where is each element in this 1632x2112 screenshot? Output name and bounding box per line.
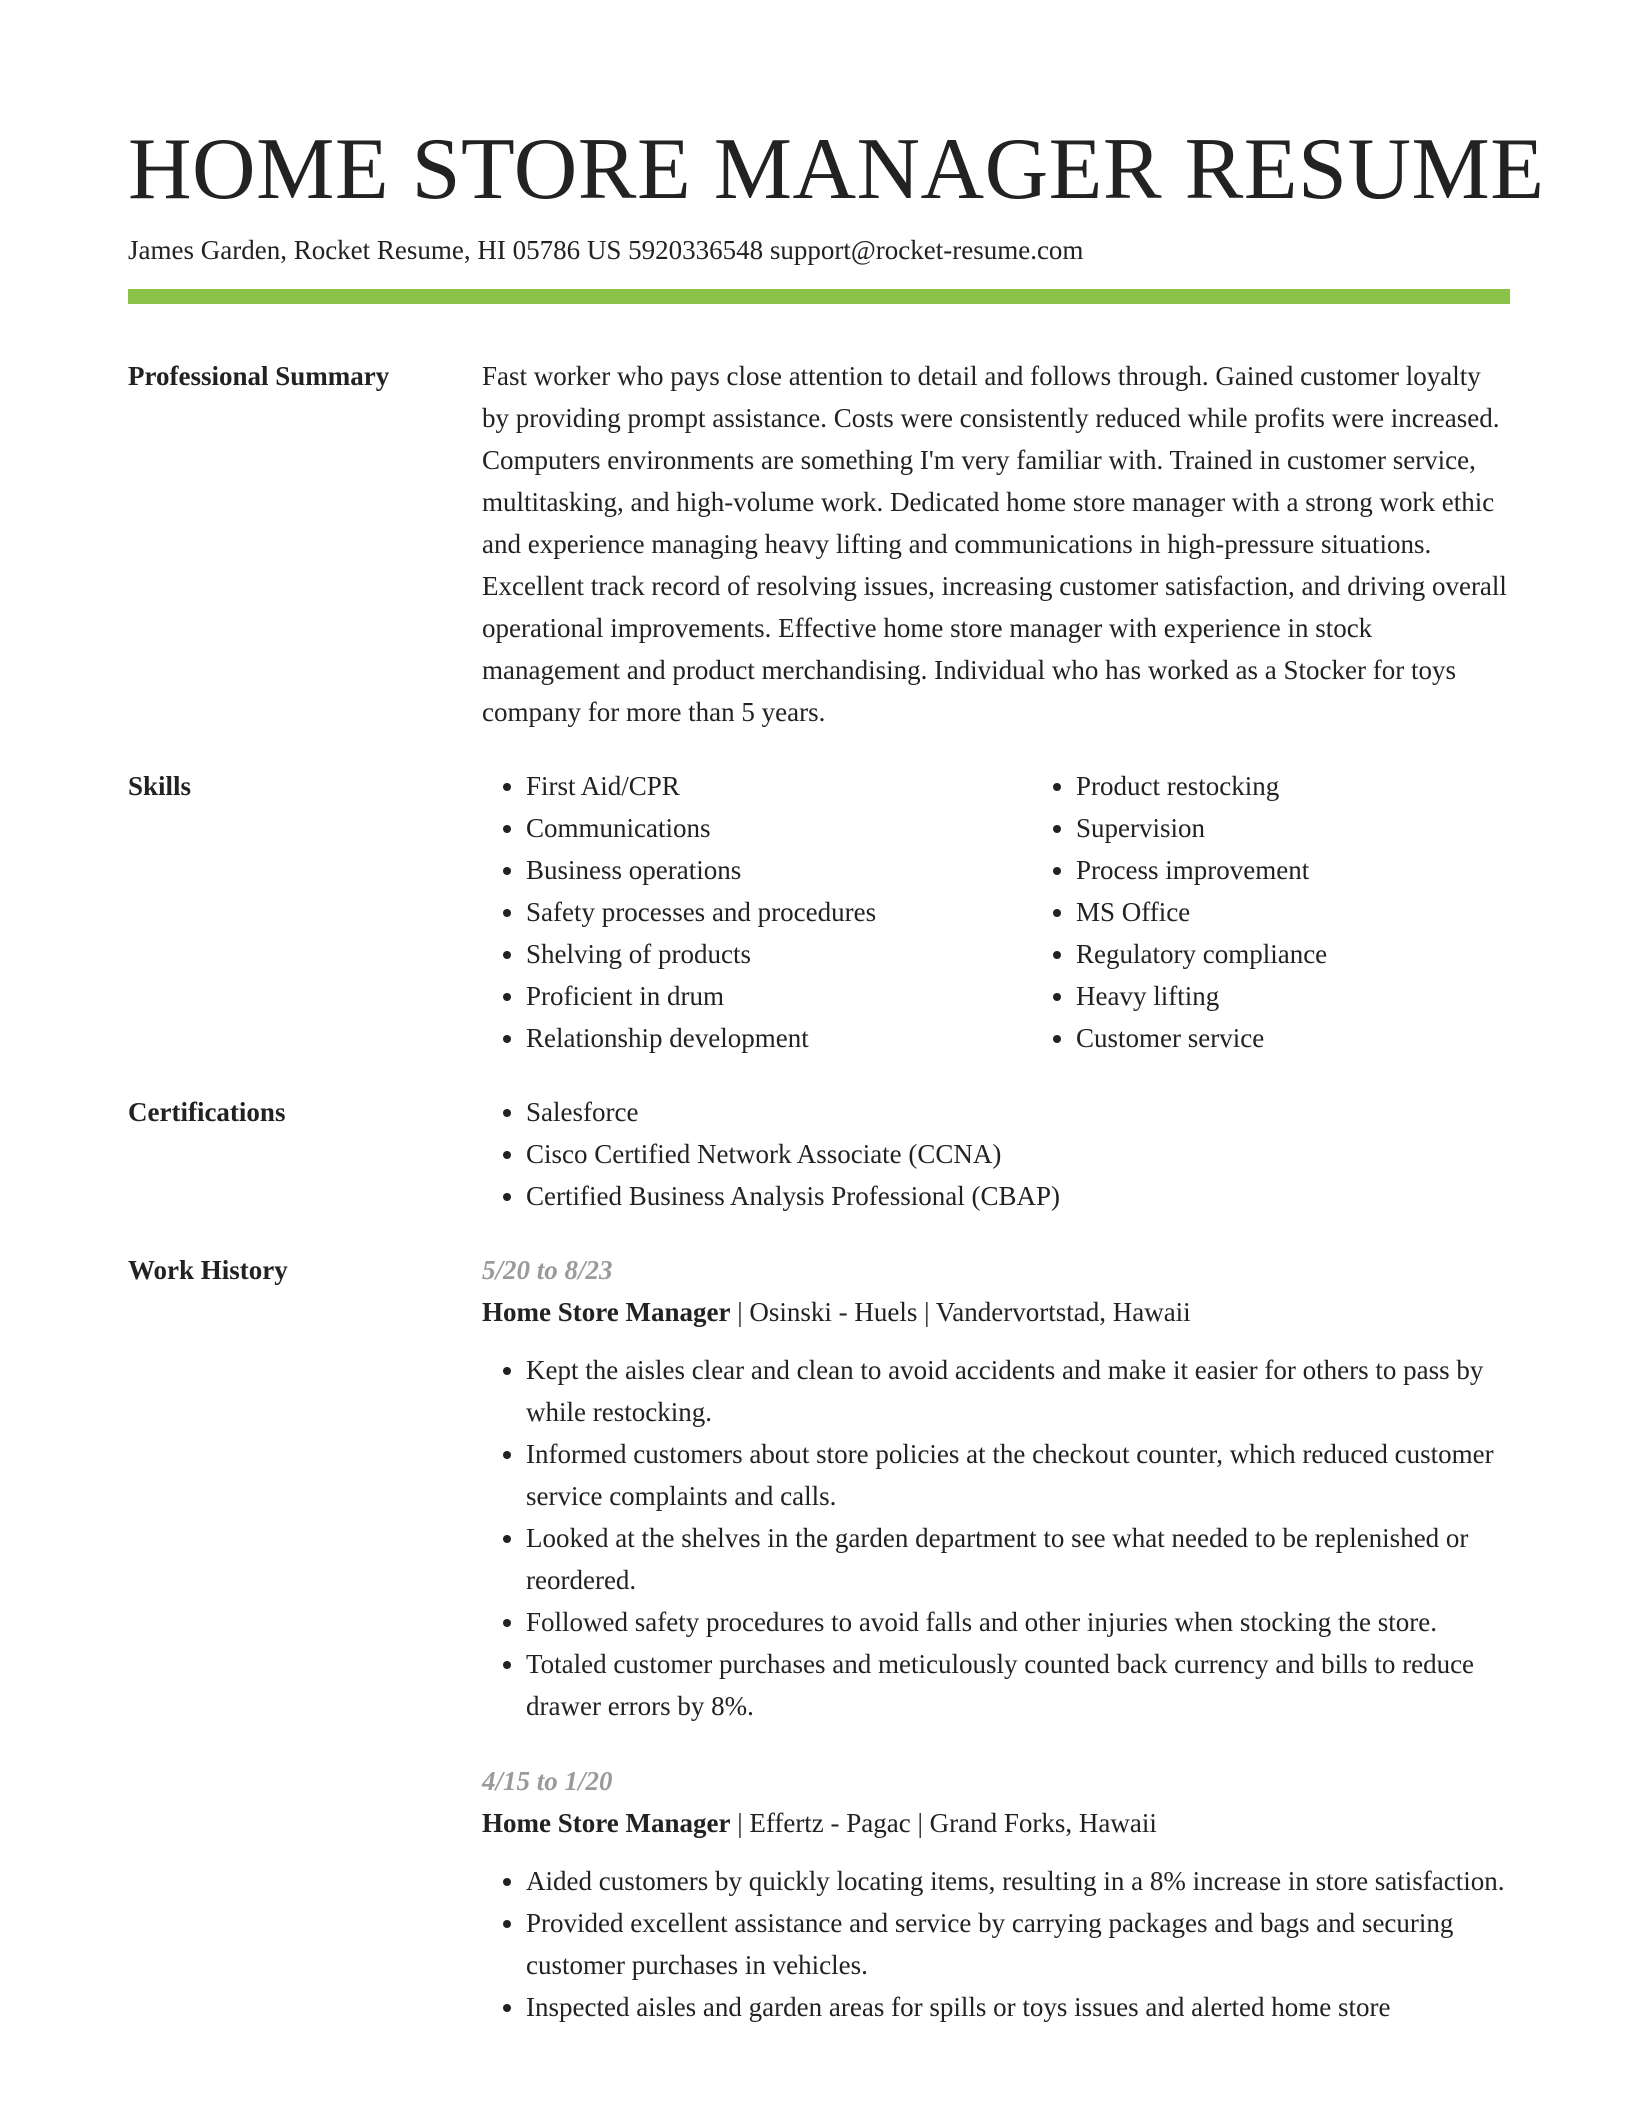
skills-section	[128, 765, 1510, 1059]
job-duties-list	[482, 1860, 1510, 2028]
skill-item: • Process improvement	[1076, 849, 1510, 891]
summary-section	[128, 355, 1510, 733]
summary-label: Professional Summary	[128, 361, 390, 391]
job-title: Home Store Manager	[482, 1297, 731, 1327]
work-history-section	[128, 1249, 1510, 2028]
job-dates: 5/20 to 8/23	[482, 1255, 613, 1285]
job-heading	[482, 1802, 1510, 1844]
skill-item: • Proficient in drum	[526, 975, 1032, 1017]
skill-item: • Heavy lifting	[1076, 975, 1510, 1017]
job-entry	[482, 1760, 1510, 2028]
job-duty: • Provided excellent assistance and service by carrying packages and bags and securing customer purchases in vehicles.	[526, 1902, 1510, 1986]
skill-item: • Shelving of products	[526, 933, 1032, 975]
job-duties-list	[482, 1349, 1510, 1727]
job-duty: • Totaled customer purchases and meticulously counted back currency and bills to reduce drawer errors by 8%.	[526, 1643, 1510, 1727]
skill-item: • Supervision	[1076, 807, 1510, 849]
job-duty: • Looked at the shelves in the garden department to see what needed to be replenished or reordered.	[526, 1517, 1510, 1601]
job-entry	[482, 1249, 1510, 1727]
skill-item: • MS Office	[1076, 891, 1510, 933]
skill-item: • Business operations	[526, 849, 1032, 891]
skill-item: • Customer service	[1076, 1017, 1510, 1059]
certification-item: • Certified Business Analysis Professional (CBAP)	[526, 1175, 1510, 1217]
skills-list-left	[482, 765, 1032, 1059]
job-employer-location: | Effertz - Pagac | Grand Forks, Hawaii	[730, 1808, 1157, 1838]
skill-item: • First Aid/CPR	[526, 765, 1032, 807]
skills-label: Skills	[128, 771, 192, 801]
job-duty: • Inspected aisles and garden areas for spills or toys issues and alerted home store	[526, 1986, 1510, 2028]
work-history-body	[482, 1249, 1510, 2028]
job-title: Home Store Manager	[482, 1808, 731, 1838]
certification-item: • Salesforce	[526, 1091, 1510, 1133]
job-dates: 4/15 to 1/20	[482, 1766, 613, 1796]
certification-item: • Cisco Certified Network Associate (CCNA)	[526, 1133, 1510, 1175]
job-duty: • Aided customers by quickly locating items, resulting in a 8% increase in store satisfaction.	[526, 1860, 1510, 1902]
resume-title: HOME STORE MANAGER RESUME	[128, 121, 1545, 218]
certifications-body	[482, 1091, 1510, 1217]
job-heading	[482, 1291, 1510, 1333]
work-history-label: Work History	[128, 1255, 288, 1285]
skill-item: • Product restocking	[1076, 765, 1510, 807]
skill-item: • Relationship development	[526, 1017, 1032, 1059]
certifications-section	[128, 1091, 1510, 1217]
job-duty: • Kept the aisles clear and clean to avoid accidents and make it easier for others to pass by while restocking.	[526, 1349, 1510, 1433]
job-duty: • Informed customers about store policies at the checkout counter, which reduced customer service complaints and calls.	[526, 1433, 1510, 1517]
job-duty: • Followed safety procedures to avoid falls and other injuries when stocking the store.	[526, 1601, 1510, 1643]
summary-text: Fast worker who pays close attention to detail and follows through. Gained customer loyalty by providing prompt assistance. Costs were consistently reduced while profits were increased. Computers environments are something I'm very familiar with. Trained in customer service, multitasking, and high-volume work. Dedicated home store manager with a strong work ethic and experience managing heavy lifting and communications in high-pressure situations. Excellent track record of resolving issues, increasing customer satisfaction, and driving overall operational improvements. Effective home store manager with experience in stock management and product merchandising. Individual who has worked as a Stocker for toys company for more than 5 years.	[482, 361, 1507, 727]
resume-page	[128, 118, 1545, 2028]
contact-info: James Garden, Rocket Resume, HI 05786 US 5920336548 support@rocket-resume.com	[128, 235, 1084, 265]
skill-item: • Communications	[526, 807, 1032, 849]
skills-columns	[482, 765, 1510, 1059]
skill-item: • Safety processes and procedures	[526, 891, 1032, 933]
skill-item: • Regulatory compliance	[1076, 933, 1510, 975]
job-employer-location: | Osinski - Huels | Vandervortstad, Hawaii	[730, 1297, 1191, 1327]
skills-list-right	[1032, 765, 1510, 1059]
certifications-label: Certifications	[128, 1097, 286, 1127]
accent-divider	[128, 289, 1510, 304]
certifications-list	[482, 1091, 1510, 1217]
